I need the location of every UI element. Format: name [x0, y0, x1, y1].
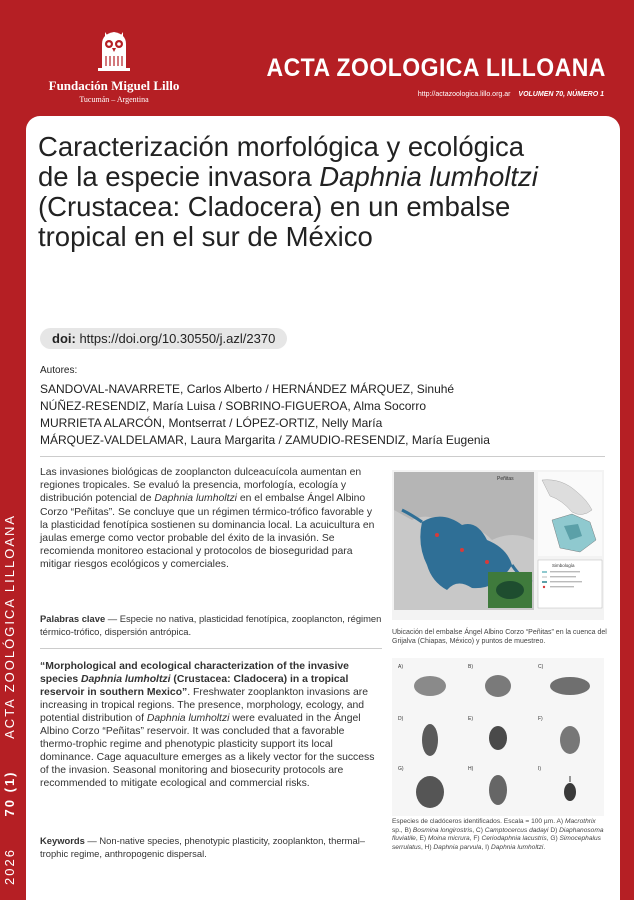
species-name: Simocephalus serrulatus: [392, 835, 601, 851]
side-year: 2026: [2, 848, 17, 885]
title-species: Daphnia lumholtzi: [319, 161, 538, 192]
keywords-es-label: Palabras clave: [40, 613, 106, 624]
caption-sep: , H): [420, 843, 434, 851]
abstract-en: [40, 660, 382, 790]
plate-label-g: G): [398, 766, 404, 772]
side-journal: ACTA ZOOLÓGICA LILLOANA: [2, 513, 17, 739]
map-caption: Ubicación del embalse Ángel Albino Corzo “Peñitas” en la cuenca del Grijalva (Chiapas, México) y puntos de muestreo.: [392, 629, 607, 645]
title-part-2: (Crustacea: Cladocera) en un embalse tropical en el sur de México: [38, 191, 511, 252]
abstract-es-part-2: en el embalse Ángel Albino Corzo “Peñitas”. Se concluye que un régimen térmico-trófico favorable y la plasticidad fenotípica sostienen su dominancia local. La acuicultura en jaulas emerge como vector probable del éxito de la invasión. Se recomienda monitoreo estacional y protocolos de bioseguridad para mitigar riesgos ecológicos y comerciales.: [40, 493, 375, 571]
caption-sep: D): [548, 826, 560, 834]
species-name: Daphnia parvula: [433, 843, 482, 851]
journal-url[interactable]: http://actazoologica.lillo.org.ar: [417, 91, 511, 98]
author-line: MÁRQUEZ-VALDELAMAR, Laura Margarita / ZAMUDIO-RESENDIZ, María Eugenia: [40, 433, 490, 447]
authors-list: [40, 381, 510, 449]
eng-abstract-2: were evaluated in the Ángel Albino Corzo “Peñitas” reservoir. It was concluded that a favorable thermo-trophic regime and phenotypic plasticity support its local dominance. Cage aquaculture emerges as a likely vector for the success of the invasion. Seasonal monitoring and biosecurity protocols are recommended to mitigate ecological and commercial risks.: [40, 713, 375, 789]
doi-badge[interactable]: [40, 328, 287, 349]
specimen-image: [416, 776, 444, 808]
cladocera-plate-figure: [392, 658, 604, 816]
plate-label-h: H): [468, 766, 474, 772]
eng-title-2: (Crustacea: Cladocera) in a tropical reservoir in southern Mexico”: [40, 674, 349, 698]
abstract-es-species: Daphnia lumholtzi: [154, 493, 237, 505]
species-name: Diaphanosoma fluviatile: [392, 826, 604, 842]
header: [26, 0, 634, 118]
specimen-image: [564, 783, 576, 801]
keywords-es-list: — Especie no nativa, plasticidad fenotípica, zooplancton, régimen térmico-trófico, dispersión antrópica.: [40, 613, 382, 637]
species-name: Daphnia lumholtzi: [490, 843, 544, 851]
authors-label: Autores:: [40, 365, 78, 376]
species-name: Bosmina longirostris: [412, 826, 473, 834]
species-name: Moina micrura: [427, 835, 470, 842]
specimen-image: [550, 677, 590, 695]
caption-sep: , I): [481, 843, 491, 851]
side-banner: [2, 514, 17, 885]
owl-logo-icon: [92, 28, 136, 72]
specimen-image: [489, 726, 507, 750]
volume-issue: VOLUMEN 70, NÚMERO 1: [518, 91, 604, 98]
divider: [40, 456, 605, 457]
journal-meta: [418, 91, 604, 98]
divider: [40, 648, 382, 649]
plate-label-e: E): [468, 716, 473, 722]
caption-sep: , F): [469, 835, 482, 842]
map-title: Peñitas: [497, 476, 514, 482]
eng-abstract-species: Daphnia lumholtzi: [146, 713, 230, 724]
doi-link[interactable]: https://doi.org/10.30550/j.azl/2370: [79, 331, 276, 346]
plate-label-f: F): [538, 716, 543, 722]
keywords-en-label: Keywords: [40, 835, 85, 846]
abstract-es: [40, 466, 382, 572]
keywords-en: [40, 834, 382, 860]
specimen-image: [489, 775, 507, 805]
specimen-image: [560, 726, 580, 754]
species-name: Ceriodaphnia lacustris: [481, 835, 547, 842]
content-panel: [26, 116, 620, 900]
plate-label-a: A): [398, 664, 403, 670]
foundation-location: Tucumán – Argentina: [79, 95, 149, 104]
author-line: NÚÑEZ-RESENDIZ, María Luisa / SOBRINO-FIGUEROA, Alma Socorro: [40, 399, 427, 413]
plate-caption: [392, 818, 608, 852]
caption-sep: , C): [472, 826, 485, 834]
title-part-1: Caracterización morfológica y ecológica de la especie invasora: [38, 131, 525, 192]
keywords-es: [40, 612, 382, 638]
map-legend-title: Simbología: [552, 563, 575, 568]
keywords-en-list: — Non-native species, phenotypic plasticity, zooplankton, thermal–trophic regime, anthropogenic dispersal.: [40, 835, 365, 859]
specimen-image: [414, 676, 446, 696]
author-line: SANDOVAL-NAVARRETE, Carlos Alberto / HERNÁNDEZ MÁRQUEZ, Sinuhé: [40, 382, 455, 396]
doi-label: doi:: [52, 331, 76, 346]
plate-label-c: C): [538, 664, 544, 670]
plate-label-d: D): [398, 716, 404, 722]
eng-title-1: “Morphological and ecological characterization of the invasive species: [40, 661, 349, 685]
eng-title-species: Daphnia lumholtzi: [81, 674, 171, 685]
eng-abstract-1: . Freshwater zooplankton invasions are increasing in tropical regions. The presence, morphology, ecology, and potential distribution of: [40, 687, 369, 724]
caption-sep: sp., B): [392, 826, 413, 834]
side-volume: 70 (1): [2, 770, 17, 817]
specimen-image: [485, 675, 511, 697]
journal-name: ACTA ZOOLOGICA LILLOANA: [266, 54, 606, 82]
species-name: Macrothrix: [564, 818, 596, 825]
plate-label-i: I): [538, 766, 542, 772]
caption-sep: .: [543, 843, 546, 851]
species-name: Camptocercus dadayi: [484, 826, 549, 834]
plate-caption-intro: Especies de cladóceros identificados. Escala = 100 µm. A): [392, 818, 565, 825]
specimen-image: [422, 724, 438, 756]
article-title: [38, 132, 558, 252]
caption-sep: , E): [415, 835, 428, 842]
abstract-es-part-1: Las invasiones biológicas de zooplancton dulceacuícola aumentan en regiones tropicales. Se evaluó la presencia, morfología, ecología y distribución potencial de: [40, 467, 362, 505]
reservoir-map-figure: [392, 470, 604, 620]
caption-sep: , G): [546, 835, 560, 842]
author-line: MURRIETA ALARCÓN, Montserrat / LÓPEZ-ORTIZ, Nelly María: [40, 416, 383, 430]
plate-label-b: B): [468, 664, 473, 670]
foundation-name: Fundación Miguel Lillo: [48, 78, 180, 93]
